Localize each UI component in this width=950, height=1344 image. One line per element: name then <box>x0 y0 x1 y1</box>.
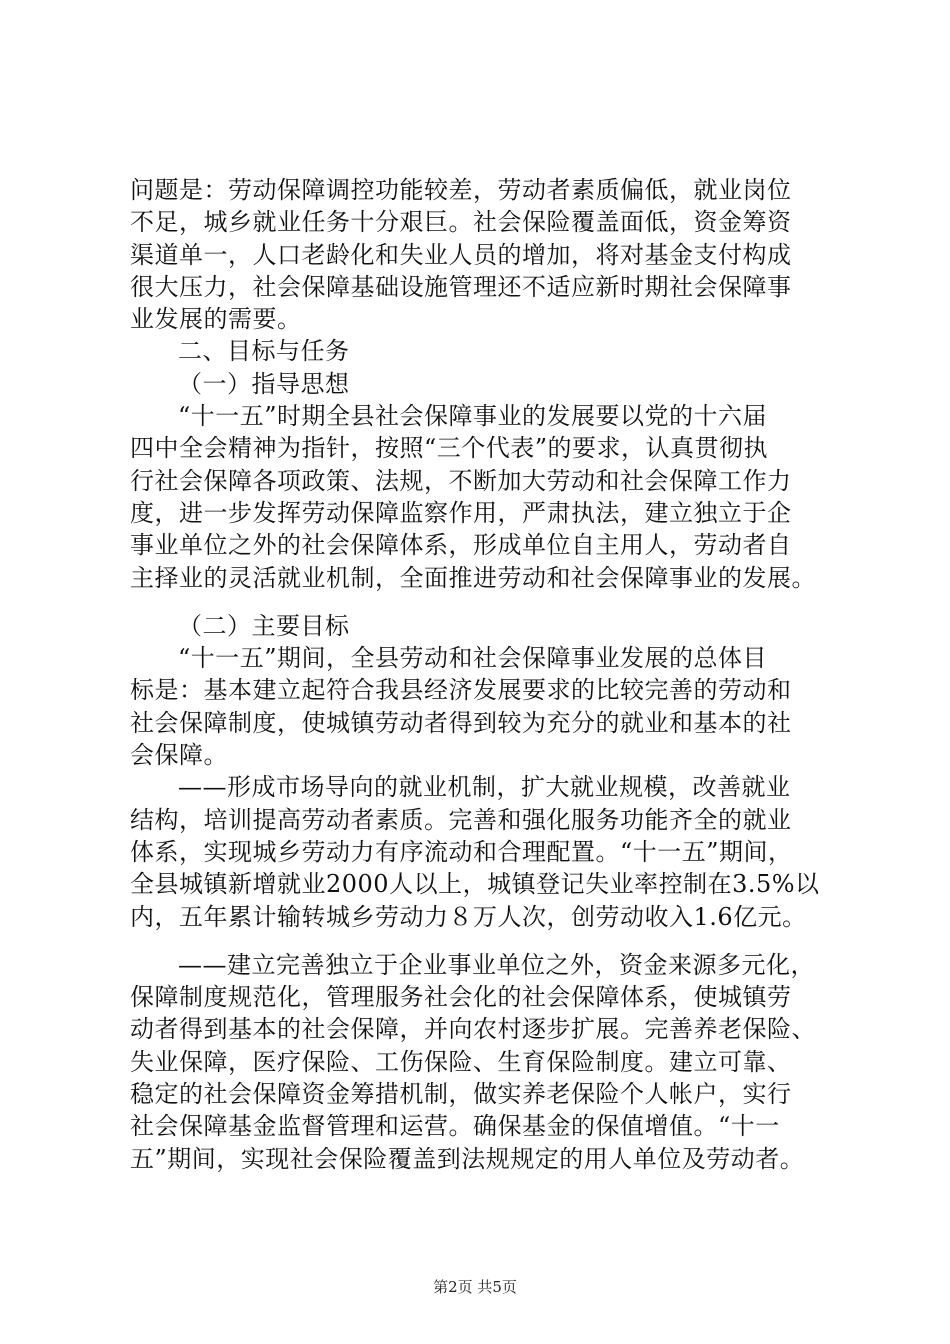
text-line: 业发展的需要。 <box>130 305 302 334</box>
text-line: “十一五”时期全县社会保障事业的发展要以党的十六届 <box>178 402 768 431</box>
heading-text: 二、目标与任务 <box>178 337 350 366</box>
text-line: 全县城镇新增就业2000人以上，城镇登记失业率控制在3.5%以 <box>130 870 820 899</box>
text-line: 内，五年累计输转城乡劳动力８万人次，创劳动收入1.6亿元。 <box>130 902 807 931</box>
paragraph <box>130 400 830 594</box>
paragraph <box>130 642 830 771</box>
text-line: 不足，城乡就业任务十分艰巨。社会保险覆盖面低，资金筹资 <box>130 208 792 237</box>
text-line: 稳定的社会保障资金筹措机制，做实养老保险个人帐户，实行 <box>130 1080 792 1109</box>
section-heading <box>130 335 830 367</box>
text-line: 失业保障，医疗保险、工伤保险、生育保险制度。建立可靠、 <box>130 1047 792 1076</box>
text-line: 标是：基本建立起符合我县经济发展要求的比较完善的劳动和 <box>130 676 792 705</box>
heading-text: （二）主要目标 <box>178 611 350 640</box>
text-line: 五”期间，实现社会保险覆盖到法规规定的用人单位及劳动者。 <box>130 1144 805 1173</box>
page-number-label: 第2页 共5页 <box>433 1278 517 1296</box>
document-body <box>130 174 830 1175</box>
paragraph <box>130 771 830 932</box>
text-line: ——建立完善独立于企业事业单位之外，资金来源多元化， <box>178 950 815 979</box>
heading-text: （一）指导思想 <box>178 369 350 398</box>
text-line: “十一五”期间，全县劳动和社会保障事业发展的总体目 <box>178 644 768 673</box>
text-line: 主择业的灵活就业机制，全面推进劳动和社会保障事业的发展。 <box>130 563 816 592</box>
text-line: 动者得到基本的社会保障，并向农村逐步扩展。完善养老保险、 <box>130 1015 816 1044</box>
text-line: 渠道单一，人口老龄化和失业人员的增加，将对基金支付构成 <box>130 240 792 269</box>
text-line: 事业单位之外的社会保障体系，形成单位自主用人，劳动者自 <box>130 531 792 560</box>
paragraph <box>130 949 830 1175</box>
paragraph <box>130 174 830 335</box>
text-line: 保障制度规范化，管理服务社会化的社会保障体系，使城镇劳 <box>130 983 792 1012</box>
text-line: 体系，实现城乡劳动力有序流动和合理配置。“十一五”期间， <box>130 837 793 866</box>
subsection-heading <box>130 610 830 642</box>
text-line: 结构，培训提高劳动者素质。完善和强化服务功能齐全的就业 <box>130 805 792 834</box>
text-line: 度，进一步发挥劳动保障监察作用，严肃执法，建立独立于企 <box>130 498 792 527</box>
text-line: 会保障。 <box>130 741 228 770</box>
subsection-heading <box>130 368 830 400</box>
text-line: 行社会保障各项政策、法规，不断加大劳动和社会保障工作力 <box>130 466 792 495</box>
text-line: 四中全会精神为指针，按照“三个代表”的要求，认真贯彻执 <box>130 434 769 463</box>
page-footer <box>0 1276 950 1297</box>
text-line: 很大压力，社会保障基础设施管理还不适应新时期社会保障事 <box>130 272 792 301</box>
text-line: ——形成市场导向的就业机制，扩大就业规模，改善就业 <box>178 773 791 802</box>
text-line: 问题是：劳动保障调控功能较差，劳动者素质偏低，就业岗位 <box>130 176 792 204</box>
text-line: 社会保障制度，使城镇劳动者得到较为充分的就业和基本的社 <box>130 708 792 737</box>
text-line: 社会保障基金监督管理和运营。确保基金的保值增值。“十一 <box>130 1112 780 1141</box>
